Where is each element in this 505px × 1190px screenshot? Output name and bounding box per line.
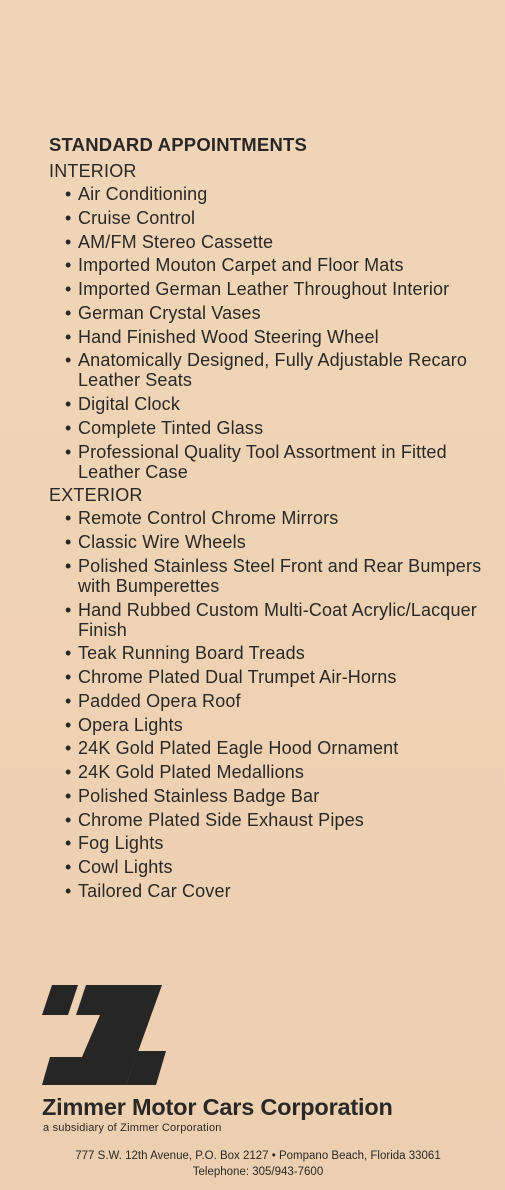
zimmer-z-logo-icon xyxy=(42,985,166,1085)
exterior-item: • 24K Gold Plated Medallions xyxy=(65,762,489,782)
exterior-item: • 24K Gold Plated Eagle Hood Ornament xyxy=(65,738,489,758)
interior-item: • Anatomically Designed, Fully Adjustable Recaro Leather Seats xyxy=(65,350,489,390)
interior-item: • Cruise Control xyxy=(65,208,489,228)
interior-title: INTERIOR xyxy=(49,161,137,181)
interior-item: • Imported German Leather Throughout Interior xyxy=(65,279,489,299)
exterior-item: • Polished Stainless Steel Front and Rear Bumpers with Bumperettes xyxy=(65,556,489,596)
exterior-item: • Classic Wire Wheels xyxy=(65,532,489,552)
exterior-item: • Polished Stainless Badge Bar xyxy=(65,786,489,806)
interior-item: • Hand Finished Wood Steering Wheel xyxy=(65,327,489,347)
exterior-item: • Tailored Car Cover xyxy=(65,881,489,901)
interior-item: • Digital Clock xyxy=(65,394,489,414)
exterior-item: • Opera Lights xyxy=(65,715,489,735)
exterior-item: • Hand Rubbed Custom Multi-Coat Acrylic/Lacquer Finish xyxy=(65,600,489,640)
interior-item: • German Crystal Vases xyxy=(65,303,489,323)
appointments-section xyxy=(49,134,489,905)
exterior-item: • Cowl Lights xyxy=(65,857,489,877)
interior-item: • Imported Mouton Carpet and Floor Mats xyxy=(65,255,489,275)
interior-item: • AM/FM Stereo Cassette xyxy=(65,232,489,252)
exterior-item: • Remote Control Chrome Mirrors xyxy=(65,508,489,528)
exterior-item: • Chrome Plated Side Exhaust Pipes xyxy=(65,810,489,830)
exterior-item: • Padded Opera Roof xyxy=(65,691,489,711)
exterior-list xyxy=(49,508,489,901)
interior-item: • Professional Quality Tool Assortment in Fitted Leather Case xyxy=(65,442,489,482)
page-heading: STANDARD APPOINTMENTS xyxy=(49,134,308,155)
interior-item: • Complete Tinted Glass xyxy=(65,418,489,438)
exterior-item: • Teak Running Board Treads xyxy=(65,643,489,663)
interior-item: • Air Conditioning xyxy=(65,184,489,204)
telephone-line: Telephone: 305/943-7600 xyxy=(192,1166,324,1178)
interior-list xyxy=(49,184,489,482)
address-line: 777 S.W. 12th Avenue, P.O. Box 2127 • Pompano Beach, Florida 33061 xyxy=(75,1150,441,1162)
exterior-item: • Chrome Plated Dual Trumpet Air-Horns xyxy=(65,667,489,687)
company-name: Zimmer Motor Cars Corporation xyxy=(42,1094,393,1120)
exterior-title: EXTERIOR xyxy=(49,485,143,506)
exterior-item: • Fog Lights xyxy=(65,833,489,853)
subsidiary-line: a subsidiary of Zimmer Corporation xyxy=(43,1122,222,1134)
